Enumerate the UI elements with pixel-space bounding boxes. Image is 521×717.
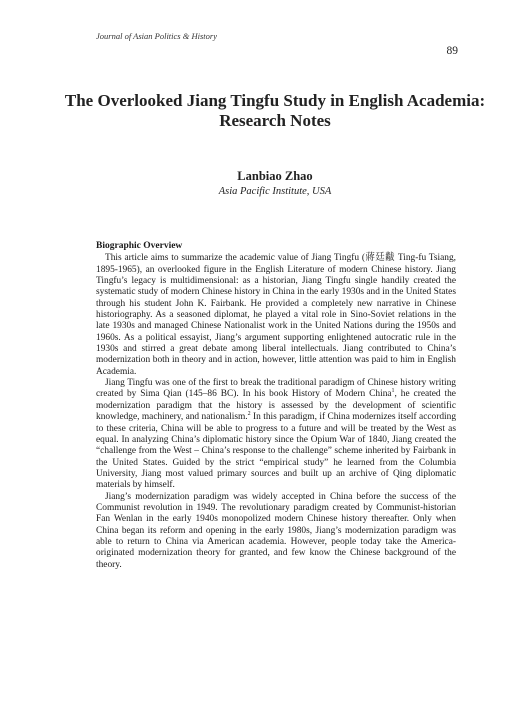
running-head: Journal of Asian Politics & History (96, 31, 217, 41)
footnote-ref-1: 1 (391, 388, 395, 395)
paragraph-2-part-2: , he created the modernization paradigm that the history is assessed by the development of scientific knowledge, machinery, and nationalism. (96, 389, 456, 423)
author-name: Lanbiao Zhao (237, 169, 313, 183)
page-number: 89 (446, 45, 458, 57)
paragraph-1: This article aims to summarize the academic value of Jiang Tingfu (蔣廷黻 Ting-fu Tsiang, 1895-1965), an overlooked figure in the English Literature of modern Chinese history. Jiang Tingfu’s legacy is multidimensional: as a historian, Jiang Tingfu single handily created the systematic study of modern Chinese history in China in the early 1930s and in the United States through his student John K. Fairbank. He provided a completely new narrative in Chinese historiography. As a seasoned diplomat, he played a vital role in Sino-Soviet relations in the late 1930s and managed Chinese Nationalist work in the United Nations during the 1950s and 1960s. As a political essayist, Jiang’s argument supporting enlightened autocratic rule in the 1930s and stirred a great debate among liberal intellectuals. Jiang contributed to China’s modernization both in theory and in action, however, little attention was paid to him in English Academia. (96, 253, 456, 377)
article-title: The Overlooked Jiang Tingfu Study in English Academia: Research Notes (64, 91, 486, 130)
paragraph-2-part-1: Jiang Tingfu was one of the first to break the traditional paradigm of Chinese history writing created by Sima Qian (145–86 BC). In his book History of Modern China (96, 378, 456, 400)
author-affiliation: Asia Pacific Institute, USA (218, 186, 332, 197)
article-body (96, 241, 456, 571)
section-heading: Biographic Overview (96, 241, 183, 251)
paragraph-3: Jiang’s modernization paradigm was widely accepted in China before the success of the Communist revolution in 1949. The revolutionary paradigm created by Communist-historian Fan Wenlan in the early 1940s monopolized modern Chinese history thereafter. Only when China began its reform and opening in the early 1980s, Jiang’s modernization paradigm was able to return to China via American academia. However, people today take the America-originated modernization theory for granted, and few know the Chinese background of the theory. (96, 491, 456, 570)
paragraph-2 (96, 378, 456, 491)
footnote-ref-2: 2 (247, 411, 251, 418)
paragraph-2-part-3: In this paradigm, if China modernizes itself according to these criteria, China will be able to progress to a future and will be treated by the West as equal. In analyzing China’s diplomatic history since the Opium War of 1840, Jiang created the “challenge from the West – China’s response to the challenge” scheme inherited by Fairbank in the United States. Guided by the strict “empirical study” he learned from the Columbia University, Jiang most valued primary sources and built up an archive of Qing diplomatic materials by himself. (96, 412, 457, 491)
